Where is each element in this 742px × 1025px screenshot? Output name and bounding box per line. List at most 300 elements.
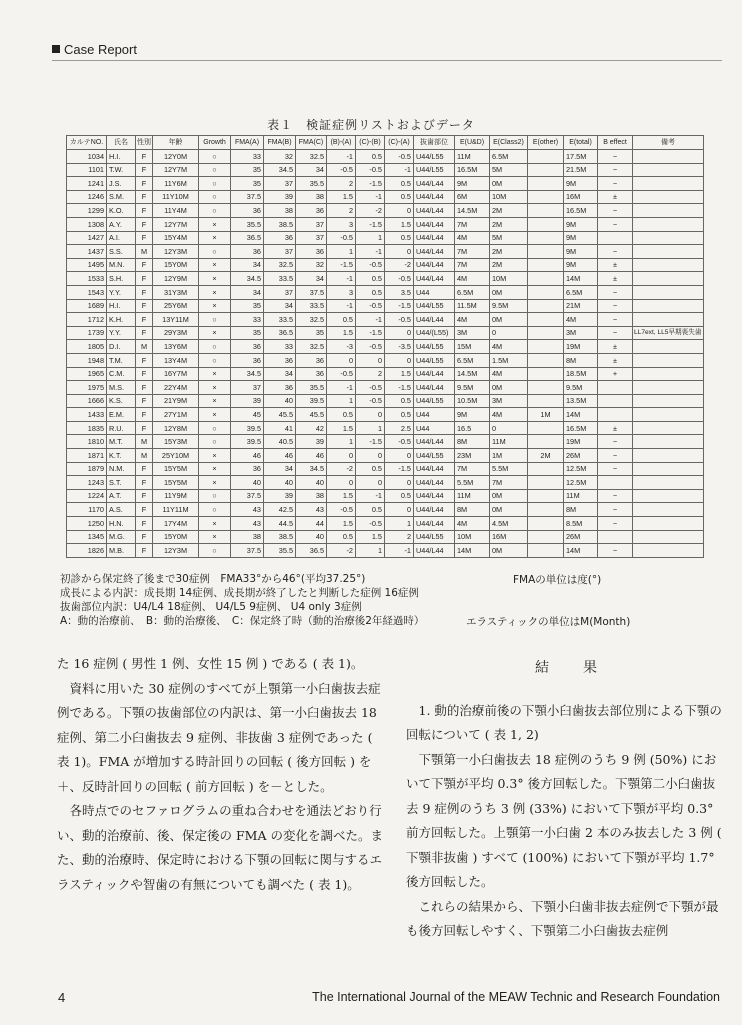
- table-cell: 12Y3M: [153, 544, 199, 558]
- table-cell: [633, 299, 704, 313]
- table-cell: 26M: [564, 449, 598, 463]
- table-row: [67, 204, 704, 218]
- table-cell: 6.5M: [490, 150, 528, 164]
- table-cell: -1: [385, 544, 414, 558]
- table-cell: 39: [231, 394, 264, 408]
- table-cell: 34: [264, 462, 296, 476]
- column-header: 年齢: [153, 136, 199, 150]
- column-header: E(total): [564, 136, 598, 150]
- table-cell: 34: [264, 367, 296, 381]
- table-cell: 1: [327, 245, 356, 259]
- table-cell: -0.5: [356, 517, 385, 531]
- table-notes: [60, 572, 740, 628]
- table-cell: 1M: [528, 408, 564, 422]
- table-cell: 9M: [564, 258, 598, 272]
- results-heading: 結果: [535, 660, 631, 676]
- table-cell: ○: [199, 177, 231, 191]
- table-cell: 1.5: [356, 530, 385, 544]
- table-cell: 14M: [564, 408, 598, 422]
- paragraph: これらの結果から、下顎小臼歯非抜去症例で下顎が最も後方回転しやすく、下顎第二小臼歯抜去症例: [406, 898, 719, 938]
- column-header: Growth: [199, 136, 231, 150]
- table-cell: -2: [385, 258, 414, 272]
- table-cell: T.M.: [107, 353, 136, 367]
- table-cell: [633, 394, 704, 408]
- table-cell: [528, 177, 564, 191]
- table-cell: 39.5: [296, 394, 327, 408]
- table-cell: F: [136, 299, 153, 313]
- table-cell: 0M: [490, 313, 528, 327]
- table-cell: 15Y4M: [153, 231, 199, 245]
- table-cell: 4M: [490, 340, 528, 354]
- table-cell: 0: [490, 421, 528, 435]
- table-cell: F: [136, 177, 153, 191]
- table-cell: U44: [414, 408, 455, 422]
- table-cell: ×: [199, 530, 231, 544]
- table-cell: 1345: [67, 530, 107, 544]
- table-cell: 35: [231, 177, 264, 191]
- table-cell: 34.5: [264, 163, 296, 177]
- table-cell: 7M: [455, 258, 490, 272]
- table-cell: [633, 381, 704, 395]
- table-cell: 1871: [67, 449, 107, 463]
- table-cell: 46: [296, 449, 327, 463]
- table-cell: 16.5M: [564, 204, 598, 218]
- table-cell: 38: [231, 530, 264, 544]
- table-row: [67, 313, 704, 327]
- table-cell: 36: [231, 245, 264, 259]
- table-cell: -3: [327, 340, 356, 354]
- table-cell: ±: [598, 340, 633, 354]
- table-cell: 2M: [490, 217, 528, 231]
- table-cell: -1: [327, 299, 356, 313]
- table-cell: [633, 367, 704, 381]
- table-cell: U44/L55: [414, 394, 455, 408]
- table-cell: 13.5M: [564, 394, 598, 408]
- table-cell: −: [598, 435, 633, 449]
- table-cell: 1: [385, 517, 414, 531]
- table-cell: S.M.: [107, 190, 136, 204]
- table-cell: R.U.: [107, 421, 136, 435]
- table-cell: 1.5: [385, 367, 414, 381]
- table-cell: ±: [598, 353, 633, 367]
- table-cell: -1: [356, 313, 385, 327]
- table-cell: 0: [490, 326, 528, 340]
- column-header: カルテNO.: [67, 136, 107, 150]
- table-cell: 9M: [455, 177, 490, 191]
- table-cell: 11Y11M: [153, 503, 199, 517]
- data-table-container: [66, 135, 704, 558]
- table-cell: ±: [598, 421, 633, 435]
- table-cell: 0: [385, 326, 414, 340]
- table-cell: 1170: [67, 503, 107, 517]
- table-cell: [633, 190, 704, 204]
- table-cell: F: [136, 231, 153, 245]
- table-cell: 0.5: [385, 489, 414, 503]
- table-cell: 0.5: [327, 408, 356, 422]
- table-cell: [598, 408, 633, 422]
- table-cell: K.H.: [107, 313, 136, 327]
- table-cell: 0: [385, 476, 414, 490]
- table-cell: 15Y5M: [153, 476, 199, 490]
- table-cell: F: [136, 163, 153, 177]
- table-cell: [528, 326, 564, 340]
- table-cell: 0: [327, 353, 356, 367]
- table-cell: 36: [296, 367, 327, 381]
- table-cell: U44/L44: [414, 544, 455, 558]
- table-cell: [633, 177, 704, 191]
- table-cell: [633, 530, 704, 544]
- table-cell: 4M: [490, 408, 528, 422]
- table-cell: 5M: [490, 163, 528, 177]
- table-row: [67, 326, 704, 340]
- table-cell: U44/L44: [414, 489, 455, 503]
- table-cell: ○: [199, 163, 231, 177]
- table-cell: 33: [231, 150, 264, 164]
- table-cell: ○: [199, 435, 231, 449]
- table-cell: 38.5: [264, 217, 296, 231]
- table-row: [67, 421, 704, 435]
- table-cell: D.I.: [107, 340, 136, 354]
- table-row: [67, 435, 704, 449]
- table-cell: [528, 367, 564, 381]
- table-cell: [598, 530, 633, 544]
- table-cell: ×: [199, 462, 231, 476]
- table-cell: M.B.: [107, 544, 136, 558]
- table-row: [67, 190, 704, 204]
- note-line: 抜歯部位内訳：U4/L4 18症例、 U4/L5 9症例、 U4 only 3症例: [60, 601, 362, 613]
- table-cell: -0.5: [356, 299, 385, 313]
- table-cell: 15Y0M: [153, 258, 199, 272]
- table-cell: 39.5: [231, 435, 264, 449]
- table-cell: −: [598, 503, 633, 517]
- table-row: [67, 177, 704, 191]
- table-cell: -1.5: [385, 462, 414, 476]
- table-cell: 1835: [67, 421, 107, 435]
- table-cell: 39.5: [231, 421, 264, 435]
- subheading: 1. 動的治療前後の下顎小臼歯抜去部位別による下顎の回転について ( 表 1, 2): [406, 702, 722, 742]
- table-cell: 0.5: [356, 150, 385, 164]
- table-cell: 9M: [564, 245, 598, 259]
- table-cell: 0: [356, 408, 385, 422]
- left-column: [57, 652, 387, 897]
- table-cell: 1.5: [327, 421, 356, 435]
- table-cell: 9M: [564, 231, 598, 245]
- table-cell: F: [136, 421, 153, 435]
- table-cell: 1250: [67, 517, 107, 531]
- table-cell: U44/L44: [414, 476, 455, 490]
- table-row: [67, 381, 704, 395]
- table-cell: 36: [264, 231, 296, 245]
- table-cell: 36: [264, 353, 296, 367]
- table-cell: 39: [296, 435, 327, 449]
- table-row: [67, 150, 704, 164]
- table-row: [67, 272, 704, 286]
- table-cell: ×: [199, 258, 231, 272]
- table-cell: 1437: [67, 245, 107, 259]
- table-cell: [598, 476, 633, 490]
- table-cell: ○: [199, 313, 231, 327]
- table-cell: 3.5: [385, 285, 414, 299]
- table-cell: 37: [264, 285, 296, 299]
- table-cell: 0.5: [327, 313, 356, 327]
- table-cell: 1299: [67, 204, 107, 218]
- table-cell: 38: [296, 489, 327, 503]
- table-cell: 9M: [564, 177, 598, 191]
- table-cell: 1: [327, 394, 356, 408]
- table-cell: 5M: [490, 231, 528, 245]
- table-cell: 36: [231, 462, 264, 476]
- table-cell: ○: [199, 340, 231, 354]
- table-cell: 0M: [490, 544, 528, 558]
- table-cell: 41: [264, 421, 296, 435]
- table-cell: [528, 163, 564, 177]
- table-cell: 34.5: [231, 272, 264, 286]
- table-cell: 8.5M: [564, 517, 598, 531]
- table-cell: -1.5: [385, 381, 414, 395]
- table-cell: 8M: [455, 503, 490, 517]
- table-cell: 0.5: [356, 285, 385, 299]
- table-cell: [528, 421, 564, 435]
- table-cell: ×: [199, 517, 231, 531]
- table-cell: 1241: [67, 177, 107, 191]
- table-cell: 1246: [67, 190, 107, 204]
- table-cell: [528, 313, 564, 327]
- table-cell: [633, 353, 704, 367]
- table-cell: A.T.: [107, 489, 136, 503]
- table-cell: 12Y3M: [153, 245, 199, 259]
- table-cell: 7M: [490, 476, 528, 490]
- table-cell: 19M: [564, 340, 598, 354]
- table-row: [67, 449, 704, 463]
- table-cell: 4M: [455, 231, 490, 245]
- table-cell: -1.5: [356, 326, 385, 340]
- table-cell: K.O.: [107, 204, 136, 218]
- table-cell: 1.5: [327, 190, 356, 204]
- table-cell: 32: [264, 150, 296, 164]
- table-row: [67, 503, 704, 517]
- table-cell: S.S.: [107, 245, 136, 259]
- table-cell: 37: [296, 217, 327, 231]
- table-cell: 11.5M: [455, 299, 490, 313]
- table-cell: 31Y3M: [153, 285, 199, 299]
- table-cell: -0.5: [356, 381, 385, 395]
- table-cell: H.N.: [107, 517, 136, 531]
- table-cell: 35.5: [296, 177, 327, 191]
- table-cell: 15Y3M: [153, 435, 199, 449]
- table-row: [67, 544, 704, 558]
- table-cell: 45: [231, 408, 264, 422]
- table-cell: 1.5: [327, 489, 356, 503]
- table-cell: −: [598, 177, 633, 191]
- table-cell: F: [136, 204, 153, 218]
- table-cell: -0.5: [385, 272, 414, 286]
- table-cell: 19M: [564, 435, 598, 449]
- table-cell: M.S.: [107, 381, 136, 395]
- table-cell: 10M: [490, 190, 528, 204]
- table-cell: [598, 381, 633, 395]
- table-cell: M: [136, 449, 153, 463]
- table-cell: [633, 489, 704, 503]
- table-cell: 27Y1M: [153, 408, 199, 422]
- table-cell: 6.5M: [564, 285, 598, 299]
- table-cell: 3M: [455, 326, 490, 340]
- table-cell: 0.5: [385, 190, 414, 204]
- table-row: [67, 340, 704, 354]
- table-cell: F: [136, 326, 153, 340]
- table-cell: -1.5: [356, 217, 385, 231]
- table-cell: 46: [264, 449, 296, 463]
- table-cell: 12Y9M: [153, 272, 199, 286]
- table-cell: 32.5: [296, 313, 327, 327]
- table-cell: [598, 394, 633, 408]
- table-cell: 10.5M: [455, 394, 490, 408]
- column-header: (C)-(B): [356, 136, 385, 150]
- table-cell: ○: [199, 245, 231, 259]
- table-cell: ○: [199, 353, 231, 367]
- table-cell: 1.5M: [490, 353, 528, 367]
- table-cell: 1712: [67, 313, 107, 327]
- table-cell: M.N.: [107, 258, 136, 272]
- table-cell: 9M: [564, 217, 598, 231]
- table-cell: U44/L44: [414, 517, 455, 531]
- table-cell: 12Y8M: [153, 421, 199, 435]
- table-row: [67, 489, 704, 503]
- table-cell: 1965: [67, 367, 107, 381]
- table-cell: 6.5M: [455, 353, 490, 367]
- table-cell: −: [598, 489, 633, 503]
- table-cell: -2: [327, 544, 356, 558]
- table-cell: F: [136, 530, 153, 544]
- table-cell: 45.5: [296, 408, 327, 422]
- table-cell: 37.5: [231, 190, 264, 204]
- table-cell: 7M: [455, 245, 490, 259]
- table-cell: F: [136, 489, 153, 503]
- table-cell: 0: [385, 503, 414, 517]
- column-header: FMA(A): [231, 136, 264, 150]
- note-line: 初診から保定終了後まで30症例 FMA33°から46°(平均37.25°): [60, 573, 366, 585]
- table-cell: F: [136, 272, 153, 286]
- paragraph: た 16 症例 ( 男性 1 例、女性 15 例 ) である ( 表 1)。: [57, 656, 364, 671]
- table-cell: 35: [231, 299, 264, 313]
- table-cell: 0: [385, 204, 414, 218]
- table-cell: [528, 353, 564, 367]
- table-cell: -1: [356, 245, 385, 259]
- table-cell: N.M.: [107, 462, 136, 476]
- table-cell: Y.Y.: [107, 285, 136, 299]
- table-cell: 33.5: [296, 299, 327, 313]
- table-cell: T.W.: [107, 163, 136, 177]
- table-cell: 2M: [490, 204, 528, 218]
- table-cell: F: [136, 394, 153, 408]
- table-cell: ×: [199, 285, 231, 299]
- table-cell: U44/L44: [414, 231, 455, 245]
- table-cell: -1.5: [356, 177, 385, 191]
- table-row: [67, 408, 704, 422]
- table-cell: 1101: [67, 163, 107, 177]
- table-cell: 39: [264, 489, 296, 503]
- table-cell: 1.5: [327, 326, 356, 340]
- table-cell: [528, 476, 564, 490]
- table-cell: −: [598, 204, 633, 218]
- table-cell: 0M: [490, 489, 528, 503]
- table-cell: [633, 421, 704, 435]
- note-line: A：動的治療前、 B：動的治療後、 C：保定終了時（動的治療後2年経過時）: [60, 615, 425, 627]
- table-cell: -1: [356, 190, 385, 204]
- table-cell: 12.5M: [564, 476, 598, 490]
- table-cell: 40.5: [264, 435, 296, 449]
- table-cell: 4M: [455, 517, 490, 531]
- table-cell: 5.5M: [490, 462, 528, 476]
- table-cell: 12Y7M: [153, 217, 199, 231]
- table-cell: 0: [327, 476, 356, 490]
- table-cell: [633, 476, 704, 490]
- table-cell: −: [598, 163, 633, 177]
- table-cell: 0.5: [356, 462, 385, 476]
- table-cell: 35: [231, 326, 264, 340]
- table-cell: [528, 204, 564, 218]
- table-cell: [633, 150, 704, 164]
- table-cell: 14M: [564, 544, 598, 558]
- table-cell: ○: [199, 204, 231, 218]
- table-cell: 37: [231, 381, 264, 395]
- table-cell: 13Y4M: [153, 353, 199, 367]
- table-cell: -0.5: [356, 340, 385, 354]
- table-cell: -0.5: [327, 503, 356, 517]
- table-header-row: [67, 136, 704, 150]
- table-cell: ○: [199, 150, 231, 164]
- table-cell: [633, 462, 704, 476]
- table-cell: 1975: [67, 381, 107, 395]
- table-cell: 0.5: [327, 530, 356, 544]
- table-cell: U44/L44: [414, 435, 455, 449]
- table-cell: -1: [327, 150, 356, 164]
- table-cell: LL7ext, LL5早期喪失歯: [633, 326, 704, 340]
- table-cell: 29Y3M: [153, 326, 199, 340]
- table-row: [67, 394, 704, 408]
- table-cell: ×: [199, 408, 231, 422]
- table-cell: ±: [598, 272, 633, 286]
- table-cell: 3: [327, 217, 356, 231]
- table-cell: 0M: [490, 285, 528, 299]
- table-cell: 12Y7M: [153, 163, 199, 177]
- table-cell: 36: [296, 245, 327, 259]
- table-cell: F: [136, 285, 153, 299]
- table-cell: [528, 272, 564, 286]
- table-cell: [528, 435, 564, 449]
- table-cell: 7M: [455, 217, 490, 231]
- table-cell: C.M.: [107, 367, 136, 381]
- table-cell: 0.5: [385, 408, 414, 422]
- table-cell: 35: [231, 163, 264, 177]
- table-cell: 11M: [455, 150, 490, 164]
- table-cell: 2M: [490, 245, 528, 259]
- table-cell: 25Y10M: [153, 449, 199, 463]
- table-cell: 7M: [455, 462, 490, 476]
- table-cell: -0.5: [356, 394, 385, 408]
- column-header: E(other): [528, 136, 564, 150]
- table-cell: 12.5M: [564, 462, 598, 476]
- table-cell: -3.5: [385, 340, 414, 354]
- table-cell: F: [136, 367, 153, 381]
- table-cell: M: [136, 245, 153, 259]
- table-cell: U44/L55: [414, 353, 455, 367]
- table-cell: 11M: [564, 489, 598, 503]
- table-cell: [528, 394, 564, 408]
- column-header: FMA(B): [264, 136, 296, 150]
- table-cell: 43: [231, 517, 264, 531]
- table-cell: U44/(L55): [414, 326, 455, 340]
- table-cell: −: [598, 299, 633, 313]
